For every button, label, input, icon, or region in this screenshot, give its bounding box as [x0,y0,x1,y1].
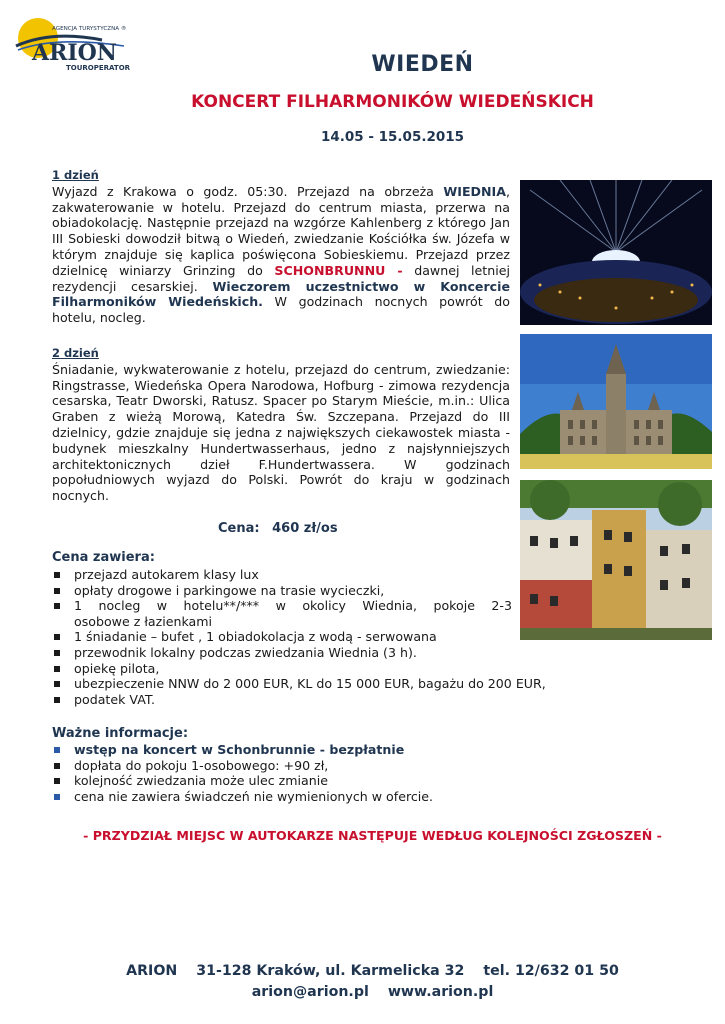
day1-heading: 1 dzień [52,168,99,182]
includes-heading: Cena zawiera: [52,550,155,565]
trip-dates: 14.05 - 15.05.2015 [320,129,465,145]
list-item: 1 nocleg w hotelu**/*** w okolicy Wiednia, pokoje 2-3 [52,598,512,614]
footer-company: ARION [126,963,178,979]
list-item: kolejność zwiedzania może ulec zmianie [52,773,512,789]
footer-address: 31-128 Kraków, ul. Karmelicka 32 [196,963,465,979]
list-item: cena nie zawiera świadczeń nie wymienionych w ofercie. [52,789,512,805]
logo-name: ARION [32,40,117,66]
bullet-icon [54,778,60,784]
bullet-icon [54,681,60,687]
bullet-icon [54,763,60,769]
footer-phone: tel. 12/632 01 50 [483,963,619,979]
day2-description: Śniadanie, wykwaterowanie z hotelu, przejazd do centrum, zwiedzanie: Ringstrasse, Wiedeńska Opera Narodowa, Hofburg - zimowa rezydencja cesarska, Teatr Dworski, Ratusz. Spacer po Starym Mieście, m.in.: Ulica Graben z wieżą Morową, Katedra Św. Szczepana. Przejazd do III dzielnicy, gdzie znajduje się jedna z największych ciekawostek miasta - budynek mieszkalny Hundertwasserhaus, jedno z najsłynniejszych architektonicznych dzieł F.Hundertwassera. W godzinach popołudniowych wyjazd do Polski. Powrót do kraju w godzinach nocnych. [52,361,510,504]
list-item: przewodnik lokalny podczas zwiedzania Wiednia (3 h). [52,645,512,661]
city-hall-photo [520,334,712,469]
seat-notice: - PRZYDZIAŁ MIEJSC W AUTOKARZE NASTĘPUJE WEDŁUG KOLEJNOŚCI ZGŁOSZEŃ - [83,828,662,843]
list-item-continuation: osobowe z łazienkami [74,613,213,629]
info-list [52,742,512,804]
bullet-icon [54,572,60,578]
footer-contact [0,963,725,979]
price-line [218,521,338,536]
footer-website[interactable]: www.arion.pl [387,984,494,1000]
logo-subline: TOUROPERATOR [66,64,131,72]
list-item: opiekę pilota, [52,661,512,677]
list-item: ubezpieczenie NNW do 2 000 EUR, KL do 15 000 EUR, bagażu do 200 EUR, [52,676,612,692]
list-item: wstęp na koncert w Schonbrunnie - bezpłatnie [52,742,512,758]
list-item: opłaty drogowe i parkingowe na trasie wycieczki, [52,583,512,599]
info-heading: Ważne informacje: [52,726,189,741]
list-item: dopłata do pokoju 1-osobowego: +90 zł, [52,758,512,774]
price-label: Cena: [218,521,260,536]
price-value: 460 zł/os [272,521,338,536]
footer-links [0,984,725,1000]
day1-section [52,168,510,326]
bullet-icon [54,603,60,609]
list-item: podatek VAT. [52,692,512,708]
page-subtitle: KONCERT FILHARMONIKÓW WIEDEŃSKICH [191,92,594,112]
bullet-icon [54,666,60,672]
bullet-icon [54,650,60,656]
includes-list [52,567,546,707]
bullet-icon [54,634,60,640]
bullet-icon [54,794,60,800]
page-title: WIEDEŃ [371,52,474,77]
bullet-icon [54,588,60,594]
bullet-icon [54,747,60,753]
bullet-icon [54,697,60,703]
day2-heading: 2 dzień [52,346,99,360]
day1-description: Wyjazd z Krakowa o godz. 05:30. Przejazd na obrzeża WIEDNIA, zakwaterowanie w hotelu. Przejazd do centrum miasta, przerwa na obiadokolację. Następnie przejazd na wzgórze Kahlenberg z którego Jan III Sobieski dowodził bitwą o Wiedeń, zwiedzanie Kościółka św. Józefa w którym znajduje się kaplica poświęcona Sobieskiemu. Przejazd przez dzielnicę winiarzy Grinzing do SCHONBRUNNU - dawnej letniej rezydencji cesarskiej. Wieczorem uczestnictwo w Koncercie Filharmoników Wiedeńskich. W godzinach nocnych powrót do hotelu, nocleg. [52,183,510,326]
list-item: przejazd autokarem klasy lux [52,567,512,583]
footer-email[interactable]: arion@arion.pl [251,984,369,1000]
logo-tagline: AGENCJA TURYSTYCZNA ® [52,26,127,32]
concert-photo [520,180,712,325]
hundertwasserhaus-photo [520,480,712,640]
day2-section [52,346,510,504]
list-item: 1 śniadanie – bufet , 1 obiadokolacja z wodą - serwowana [52,629,512,645]
